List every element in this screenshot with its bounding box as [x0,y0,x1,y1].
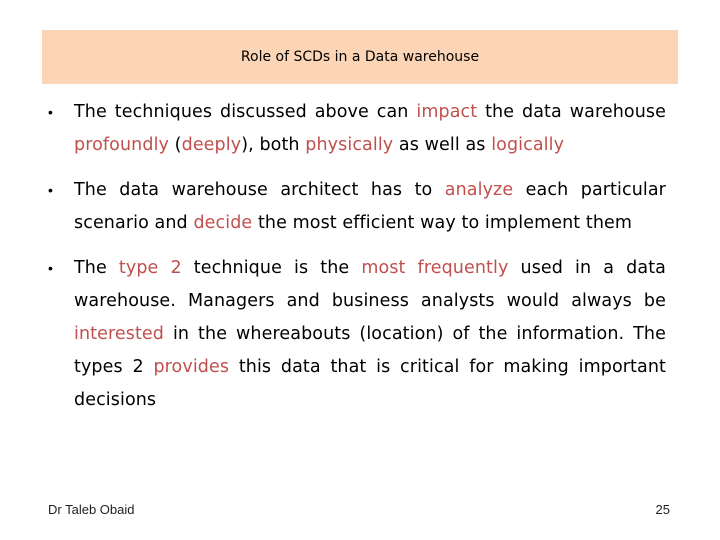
text-run: The [74,258,119,278]
highlighted-term: decide [193,213,253,233]
bullet-list [48,96,666,429]
bullet-icon: • [48,104,53,120]
highlighted-term: interested [74,324,165,344]
title-banner [42,30,678,84]
slide-title: Role of SCDs in a Data warehouse [240,49,480,65]
text-run: the most efficient way to implement them [252,213,633,233]
text-run: ( [169,135,182,155]
text-run: technique is the [181,258,362,278]
text-run: The techniques discussed above can [74,102,417,122]
text-run: ), both [241,135,306,155]
text-run: each particular scenario and [74,180,666,233]
bullet-text [74,174,666,240]
highlighted-term: provides [153,357,230,377]
footer-author: Dr Taleb Obaid [48,502,135,517]
highlighted-term: type 2 [118,258,182,278]
text-run: this data that is critical for making important decisions [74,357,666,410]
highlighted-term: physically [305,135,394,155]
highlighted-term: most frequently [361,258,509,278]
highlighted-term: analyze [444,180,514,200]
highlighted-term: profoundly [74,135,170,155]
bullet-text [74,252,666,417]
text-run: used in a data warehouse. Managers and business analysts would always be [74,258,666,311]
text-run: The data warehouse architect has to [74,180,445,200]
bullet-item [48,96,666,162]
highlighted-term: impact [416,102,478,122]
highlighted-term: deeply [181,135,242,155]
highlighted-term: logically [491,135,565,155]
bullet-icon: • [48,260,53,276]
bullet-item [48,174,666,240]
bullet-text [74,96,666,162]
text-run: as well as [393,135,492,155]
text-run: the data warehouse [477,102,666,122]
page-number: 25 [655,502,670,517]
bullet-item [48,252,666,417]
bullet-icon: • [48,182,53,198]
text-run: in the whereabouts (location) of the information. The types 2 [74,324,666,377]
